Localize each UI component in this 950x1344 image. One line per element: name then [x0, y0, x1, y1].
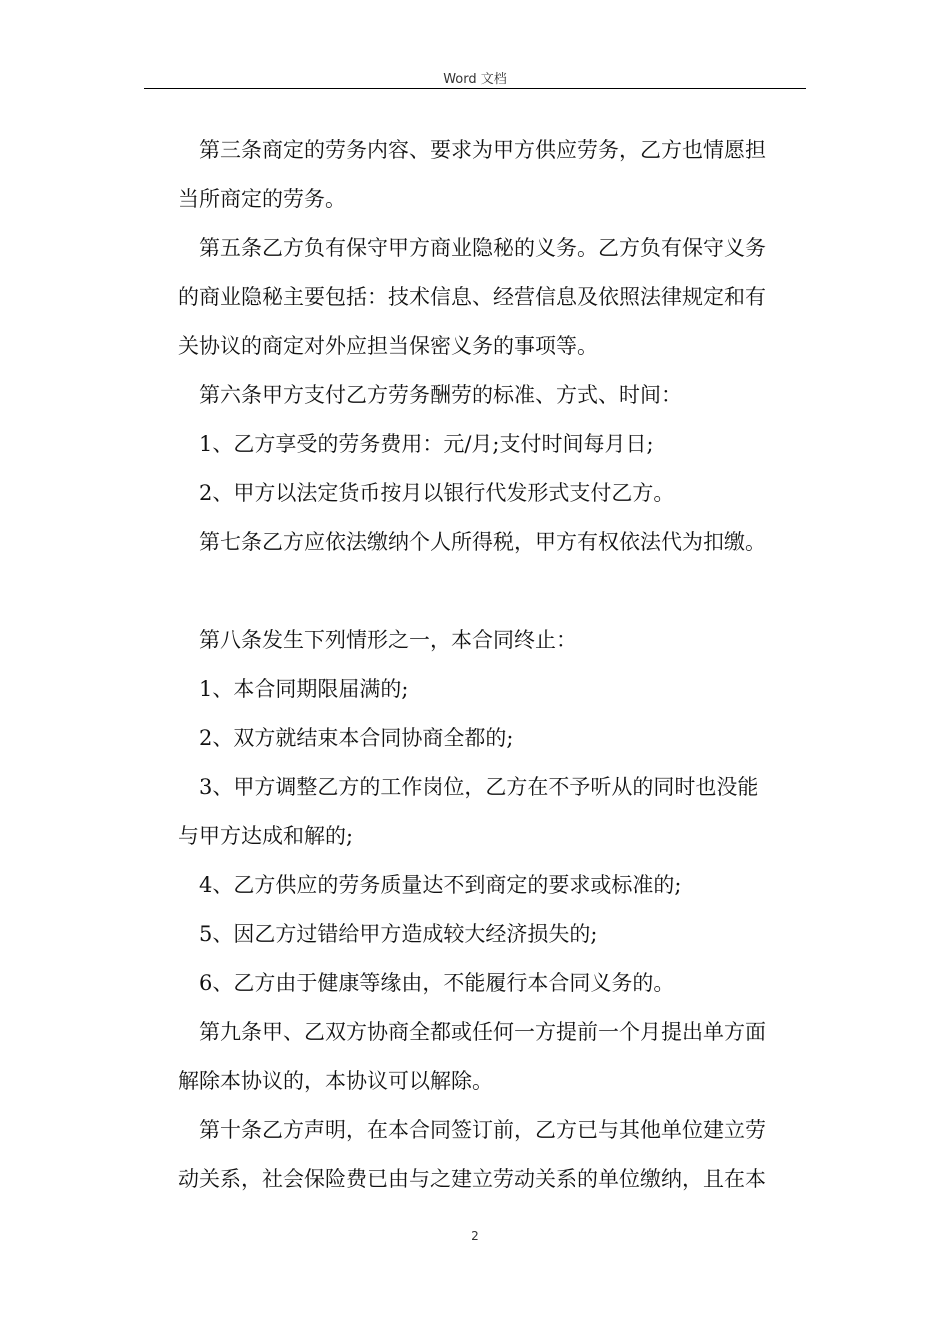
paragraph-article-6-item-2 — [178, 469, 808, 518]
line: 2、甲方以法定货币按月以银行代发形式支付乙方。 — [199, 481, 675, 505]
line: 第十条乙方声明，在本合同签订前，乙方已与其他单位建立劳 — [199, 1118, 766, 1142]
page-number: 2 — [471, 1229, 479, 1243]
line: 当所商定的劳务。 — [178, 187, 346, 211]
line: 2、双方就结束本合同协商全都的; — [199, 726, 514, 750]
line: 第六条甲方支付乙方劳务酬劳的标准、方式、时间： — [199, 383, 682, 407]
paragraph-article-7 — [178, 518, 808, 567]
paragraph-article-6-item-1 — [178, 420, 808, 469]
paragraph-article-8-item-4 — [178, 861, 808, 910]
paragraph-article-6 — [178, 371, 808, 420]
paragraph-article-8-item-1 — [178, 665, 808, 714]
line: 4、乙方供应的劳务质量达不到商定的要求或标准的; — [199, 873, 682, 897]
line: 与甲方达成和解的; — [178, 824, 354, 848]
paragraph-article-3 — [178, 126, 808, 224]
line: 第九条甲、乙双方协商全都或任何一方提前一个月提出单方面 — [199, 1020, 766, 1044]
document-body — [178, 126, 808, 1204]
line: 关协议的商定对外应担当保密义务的事项等。 — [178, 334, 598, 358]
paragraph-article-8-item-3 — [178, 763, 808, 861]
line: 第八条发生下列情形之一，本合同终止： — [199, 628, 577, 652]
line: 3、甲方调整乙方的工作岗位，乙方在不予听从的同时也没能 — [199, 775, 759, 799]
paragraph-article-10 — [178, 1106, 808, 1204]
paragraph-article-9 — [178, 1008, 808, 1106]
paragraph-article-8-item-6 — [178, 959, 808, 1008]
line: 第五条乙方负有保守甲方商业隐秘的义务。乙方负有保守义务 — [199, 236, 766, 260]
blank-line — [178, 567, 808, 616]
line: 5、因乙方过错给甲方造成较大经济损失的; — [199, 922, 598, 946]
header-rule — [144, 88, 806, 89]
line: 动关系，社会保险费已由与之建立劳动关系的单位缴纳，且在本 — [178, 1167, 766, 1191]
line: 1、乙方享受的劳务费用：元/月;支付时间每月日; — [199, 432, 654, 456]
line: 第三条商定的劳务内容、要求为甲方供应劳务，乙方也情愿担 — [199, 138, 766, 162]
line: 的商业隐秘主要包括：技术信息、经营信息及依照法律规定和有 — [178, 285, 766, 309]
paragraph-article-8 — [178, 616, 808, 665]
header-title: Word 文档 — [443, 72, 507, 87]
paragraph-article-8-item-2 — [178, 714, 808, 763]
line: 解除本协议的，本协议可以解除。 — [178, 1069, 493, 1093]
line: 第七条乙方应依法缴纳个人所得税，甲方有权依法代为扣缴。 — [199, 530, 766, 554]
line: 1、本合同期限届满的; — [199, 677, 409, 701]
paragraph-article-8-item-5 — [178, 910, 808, 959]
paragraph-article-5 — [178, 224, 808, 371]
line: 6、乙方由于健康等缘由，不能履行本合同义务的。 — [199, 971, 675, 995]
